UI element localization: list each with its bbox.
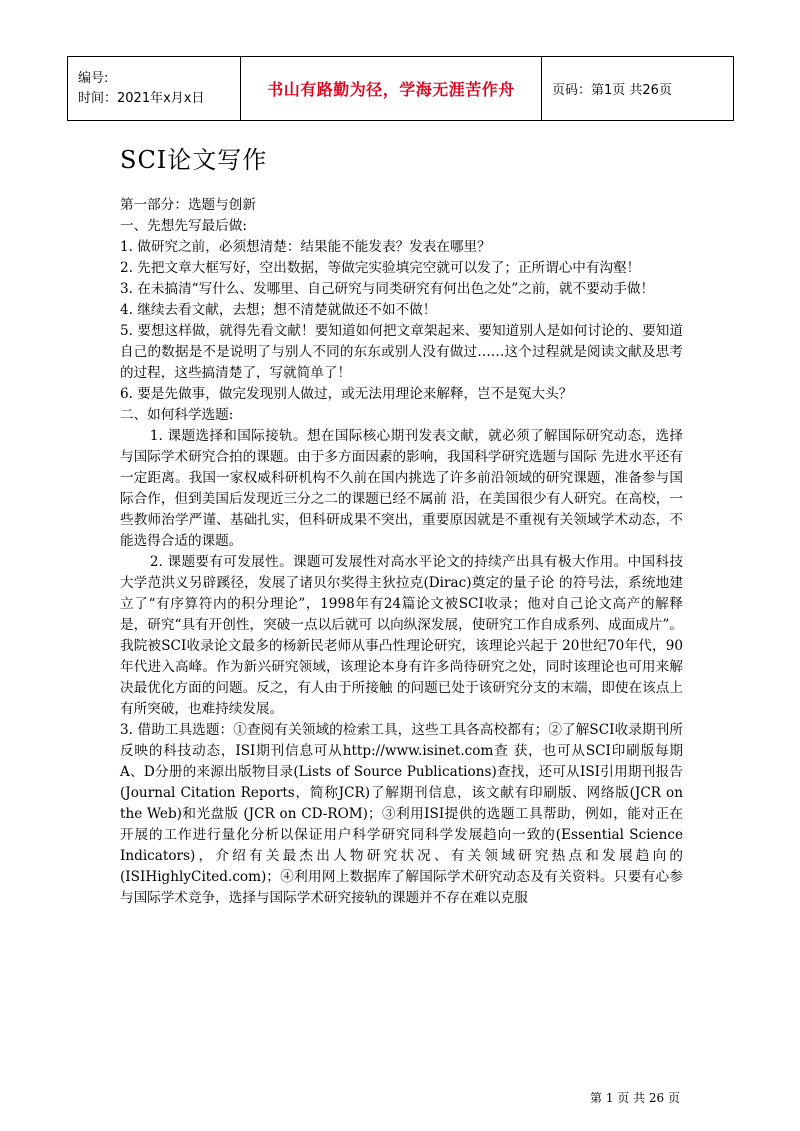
header-page-cell	[542, 57, 734, 121]
motto-text: 书山有路勤为径，学海无涯苦作舟	[267, 80, 515, 99]
page-info: 页码：第1页 共26页	[552, 83, 672, 98]
paragraph: 5. 要想这样做，就得先看文献！要知道如何把文章架起来、要知道别人是如何讨论的、要知道自己的数据是不是说明了与别人不同的东东或别人没有做过……这个过程就是阅读文献及思考的过程，这些搞清楚了，写就简单了！	[120, 323, 683, 381]
paragraph: 3. 借助工具选题：①查阅有关领域的检索工具，这些工具各高校都有；②了解SCI收录期刊所反映的科技动态，ISI期刊信息可从http://www.isinet.com查 获，也可从SCI印刷版每期A、D分册的来源出版物目录(Lists of Source Publications)查找，还可从ISI引用期刊报告(Journal Citation Reports，简称JCR)了解期刊信息，该文献有印刷版、网络版(JCR on the Web)和光盘版 (JCR on CD-ROM)；③利用ISI提供的选题工具帮助，例如，能对正在开展的工作进行量化分析以保证用户科学研究同科学发展趋向一致的(Essential Science Indicators)，介绍有关最杰出人物研究状况、有关领域研究热点和发展趋向的(ISIHighlyCited.com)；④利用网上数据库了解国际学术研究动态及有关资料。只要有心参与国际学术竞争，选择与国际学术研究接轨的课题并不存在难以克服	[120, 722, 683, 906]
page-footer: 第 1 页 共 26 页	[590, 1091, 680, 1105]
header-motto-cell	[241, 57, 542, 121]
number-label: 编号:	[78, 70, 109, 86]
document-body	[120, 195, 683, 909]
paragraph: 6. 要是先做事，做完发现别人做过，或无法用理论来解释，岂不是冤大头？	[120, 386, 573, 402]
time-label: 时间：2021年x月x日	[78, 90, 205, 106]
page-header	[67, 56, 734, 121]
header-left-cell	[68, 57, 241, 121]
paragraph: 2. 先把文章大框写好，空出数据，等做完实验填完空就可以发了；正所谓心中有沟壑！	[120, 260, 641, 276]
paragraph: 4. 继续去看文献，去想；想不清楚就做还不如不做！	[120, 302, 437, 318]
paragraph: 1. 做研究之前，必须想清楚：结果能不能发表？发表在哪里？	[120, 239, 491, 255]
subsection-heading: 二、如何科学选题:	[120, 407, 234, 423]
section-heading: 第一部分：选题与创新	[120, 197, 256, 213]
paragraph: 2. 课题要有可发展性。课题可发展性对高水平论文的持续产出具有极大作用。中国科技大学范洪义另辟蹊径，发展了诸贝尔奖得主狄拉克(Dirac)奠定的量子论 的符号法，系统地建立了“有序算符内的积分理论”，1998年有24篇论文被SCI收录；他对自己论文高产的解释是，研究“具有开创性，突破一点以后就可 以向纵深发展，使研究工作自成系列、成面成片”。我院被SCI收录论文最多的杨新民老师从事凸性理论研究，该理论兴起于 20世纪70年代，90年代进入高峰。作为新兴研究领域，该理论本身有许多尚待研究之处，同时该理论也可用来解决最优化方面的问题。反之，有人由于所接触 的问题已处于该研究分支的末端，即使在该点上有所突破，也难持续发展。	[120, 554, 683, 717]
paragraph: 3. 在未搞清“写什么、发哪里、自己研究与同类研究有何出色之处”之前，就不要动手做！	[120, 281, 655, 297]
subsection-heading: 一、先想先写最后做:	[120, 218, 247, 234]
paragraph: 1. 课题选择和国际接轨。想在国际核心期刊发表文献，就必须了解国际研究动态，选择与国际学术研究合拍的课题。由于多方面因素的影响，我国科学研究选题与国际 先进水平还有一定距离。我国一家权威科研机构不久前在国内挑选了许多前沿领域的研究课题，准备参与国际合作，但到美国后发现近三分之二的课题已经不属前 沿，在美国很少有人研究。在高校，一些教师治学严谨、基础扎实，但科研成果不突出，重要原因就是不重视有关领域学术动态，不能选得合适的课题。	[120, 428, 683, 549]
document-title: SCI论文写作	[120, 146, 268, 174]
